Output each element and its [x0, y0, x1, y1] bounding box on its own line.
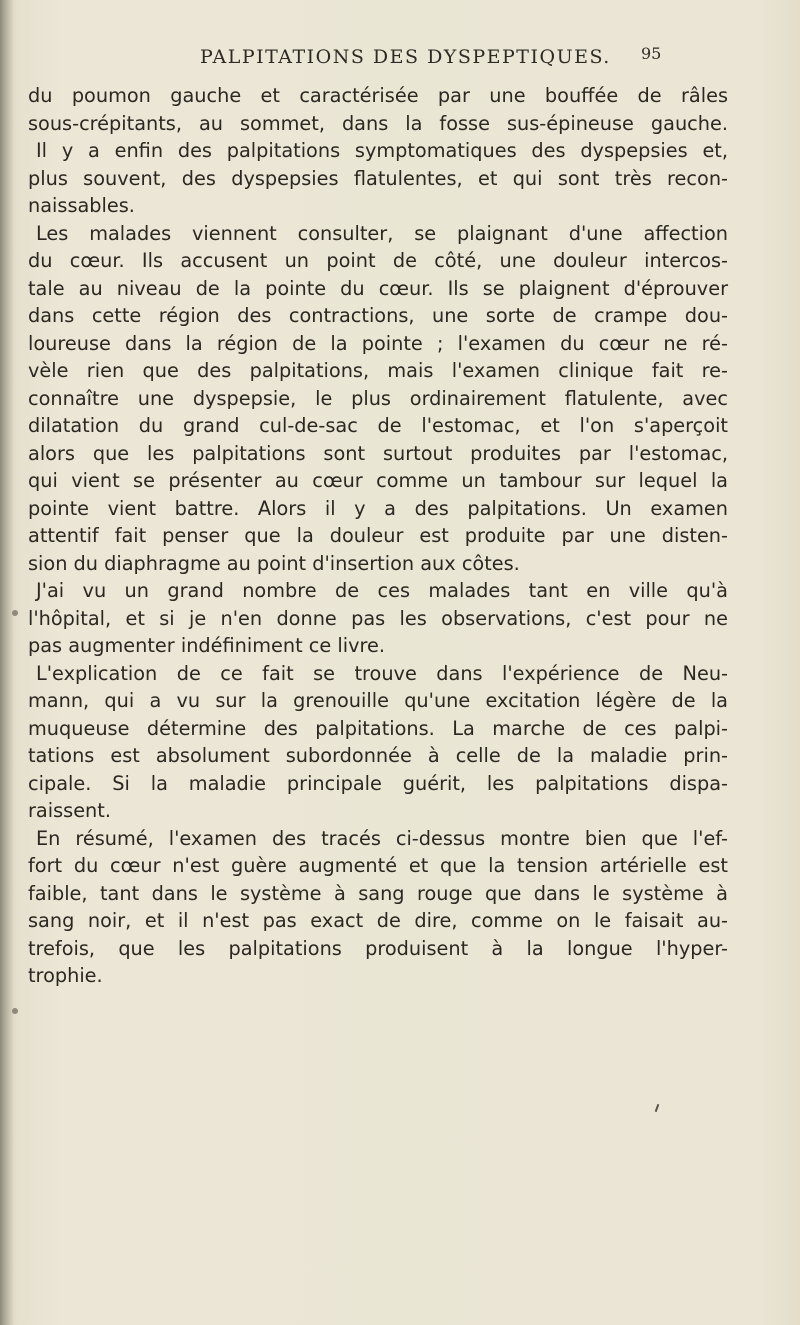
- text-line: Il y a enfin des palpitations symptomatiques des dyspepsies et,: [36, 139, 728, 162]
- text-line: du poumon gauche et caractérisée par une bouffée de râles: [28, 84, 728, 107]
- text-line: du cœur. Ils accusent un point de côté, une douleur intercos-: [28, 249, 728, 272]
- page-edge-mark: [12, 1008, 18, 1014]
- text-line: L'explication de ce fait se trouve dans l'expérience de Neu-: [36, 661, 728, 685]
- text-line: raissent.: [28, 799, 111, 822]
- text-line: Les malades viennent consulter, se plaignant d'une affection: [36, 221, 728, 245]
- text-line: l'hôpital, et si je n'en donne pas les observations, c'est pour ne: [28, 606, 728, 630]
- text-line: cipale. Si la maladie principale guérit, les palpitations dispa-: [28, 771, 728, 795]
- text-line: mann, qui a vu sur la grenouille qu'une excitation légère de la: [28, 689, 728, 712]
- text-line: tale au niveau de la pointe du cœur. Ils se plaignent d'éprouver: [28, 276, 728, 300]
- text-line: trophie.: [28, 964, 103, 987]
- text-line: En résumé, l'examen des tracés ci-dessus montre bien que l'ef-: [36, 826, 728, 850]
- text-line: J'ai vu un grand nombre de ces malades tant en ville qu'à: [36, 579, 728, 602]
- page-number: 95: [641, 44, 662, 63]
- body-text: [28, 82, 728, 990]
- binding-shadow: [0, 0, 14, 1325]
- text-line: faible, tant dans le système à sang rouge que dans le système à: [28, 881, 728, 905]
- page-edge-mark: [12, 610, 18, 616]
- text-line: plus souvent, des dyspepsies flatulentes, et qui sont très recon-: [28, 166, 728, 190]
- text-line: pointe vient battre. Alors il y a des palpitations. Un examen: [28, 496, 728, 520]
- text-line: sous-crépitants, au sommet, dans la fosse sus-épineuse gauche.: [28, 111, 728, 135]
- text-line: sion du diaphragme au point d'insertion aux côtes.: [28, 551, 520, 575]
- text-line: attentif fait penser que la douleur est produite par une disten-: [28, 524, 728, 547]
- text-line: alors que les palpitations sont surtout produites par l'estomac,: [28, 441, 728, 465]
- text-line: trefois, que les palpitations produisent à la longue l'hyper-: [28, 936, 728, 960]
- running-head: [0, 44, 800, 74]
- text-line: fort du cœur n'est guère augmenté et que la tension artérielle est: [28, 854, 728, 877]
- text-line: vèle rien que des palpitations, mais l'examen clinique fait re-: [28, 359, 728, 382]
- text-line: qui vient se présenter au cœur comme un tambour sur lequel la: [28, 469, 728, 492]
- text-line: muqueuse détermine des palpitations. La marche de ces palpi-: [28, 716, 728, 740]
- text-line: loureuse dans la région de la pointe ; l'examen du cœur ne ré-: [28, 331, 728, 355]
- text-line: sang noir, et il n'est pas exact de dire, comme on le faisait au-: [28, 909, 728, 932]
- text-line: dans cette région des contractions, une sorte de crampe dou-: [28, 304, 728, 327]
- text-line: pas augmenter indéfiniment ce livre.: [28, 634, 386, 657]
- text-line: connaître une dyspepsie, le plus ordinairement flatulente, avec: [28, 386, 728, 410]
- stray-ink-mark: [655, 1104, 660, 1112]
- text-line: tations est absolument subordonnée à celle de la maladie prin-: [28, 744, 728, 767]
- running-title: PALPITATIONS DES DYSPEPTIQUES.: [200, 46, 611, 68]
- text-line: dilatation du grand cul-de-sac de l'estomac, et l'on s'aperçoit: [28, 414, 728, 437]
- text-line: naissables.: [28, 194, 135, 217]
